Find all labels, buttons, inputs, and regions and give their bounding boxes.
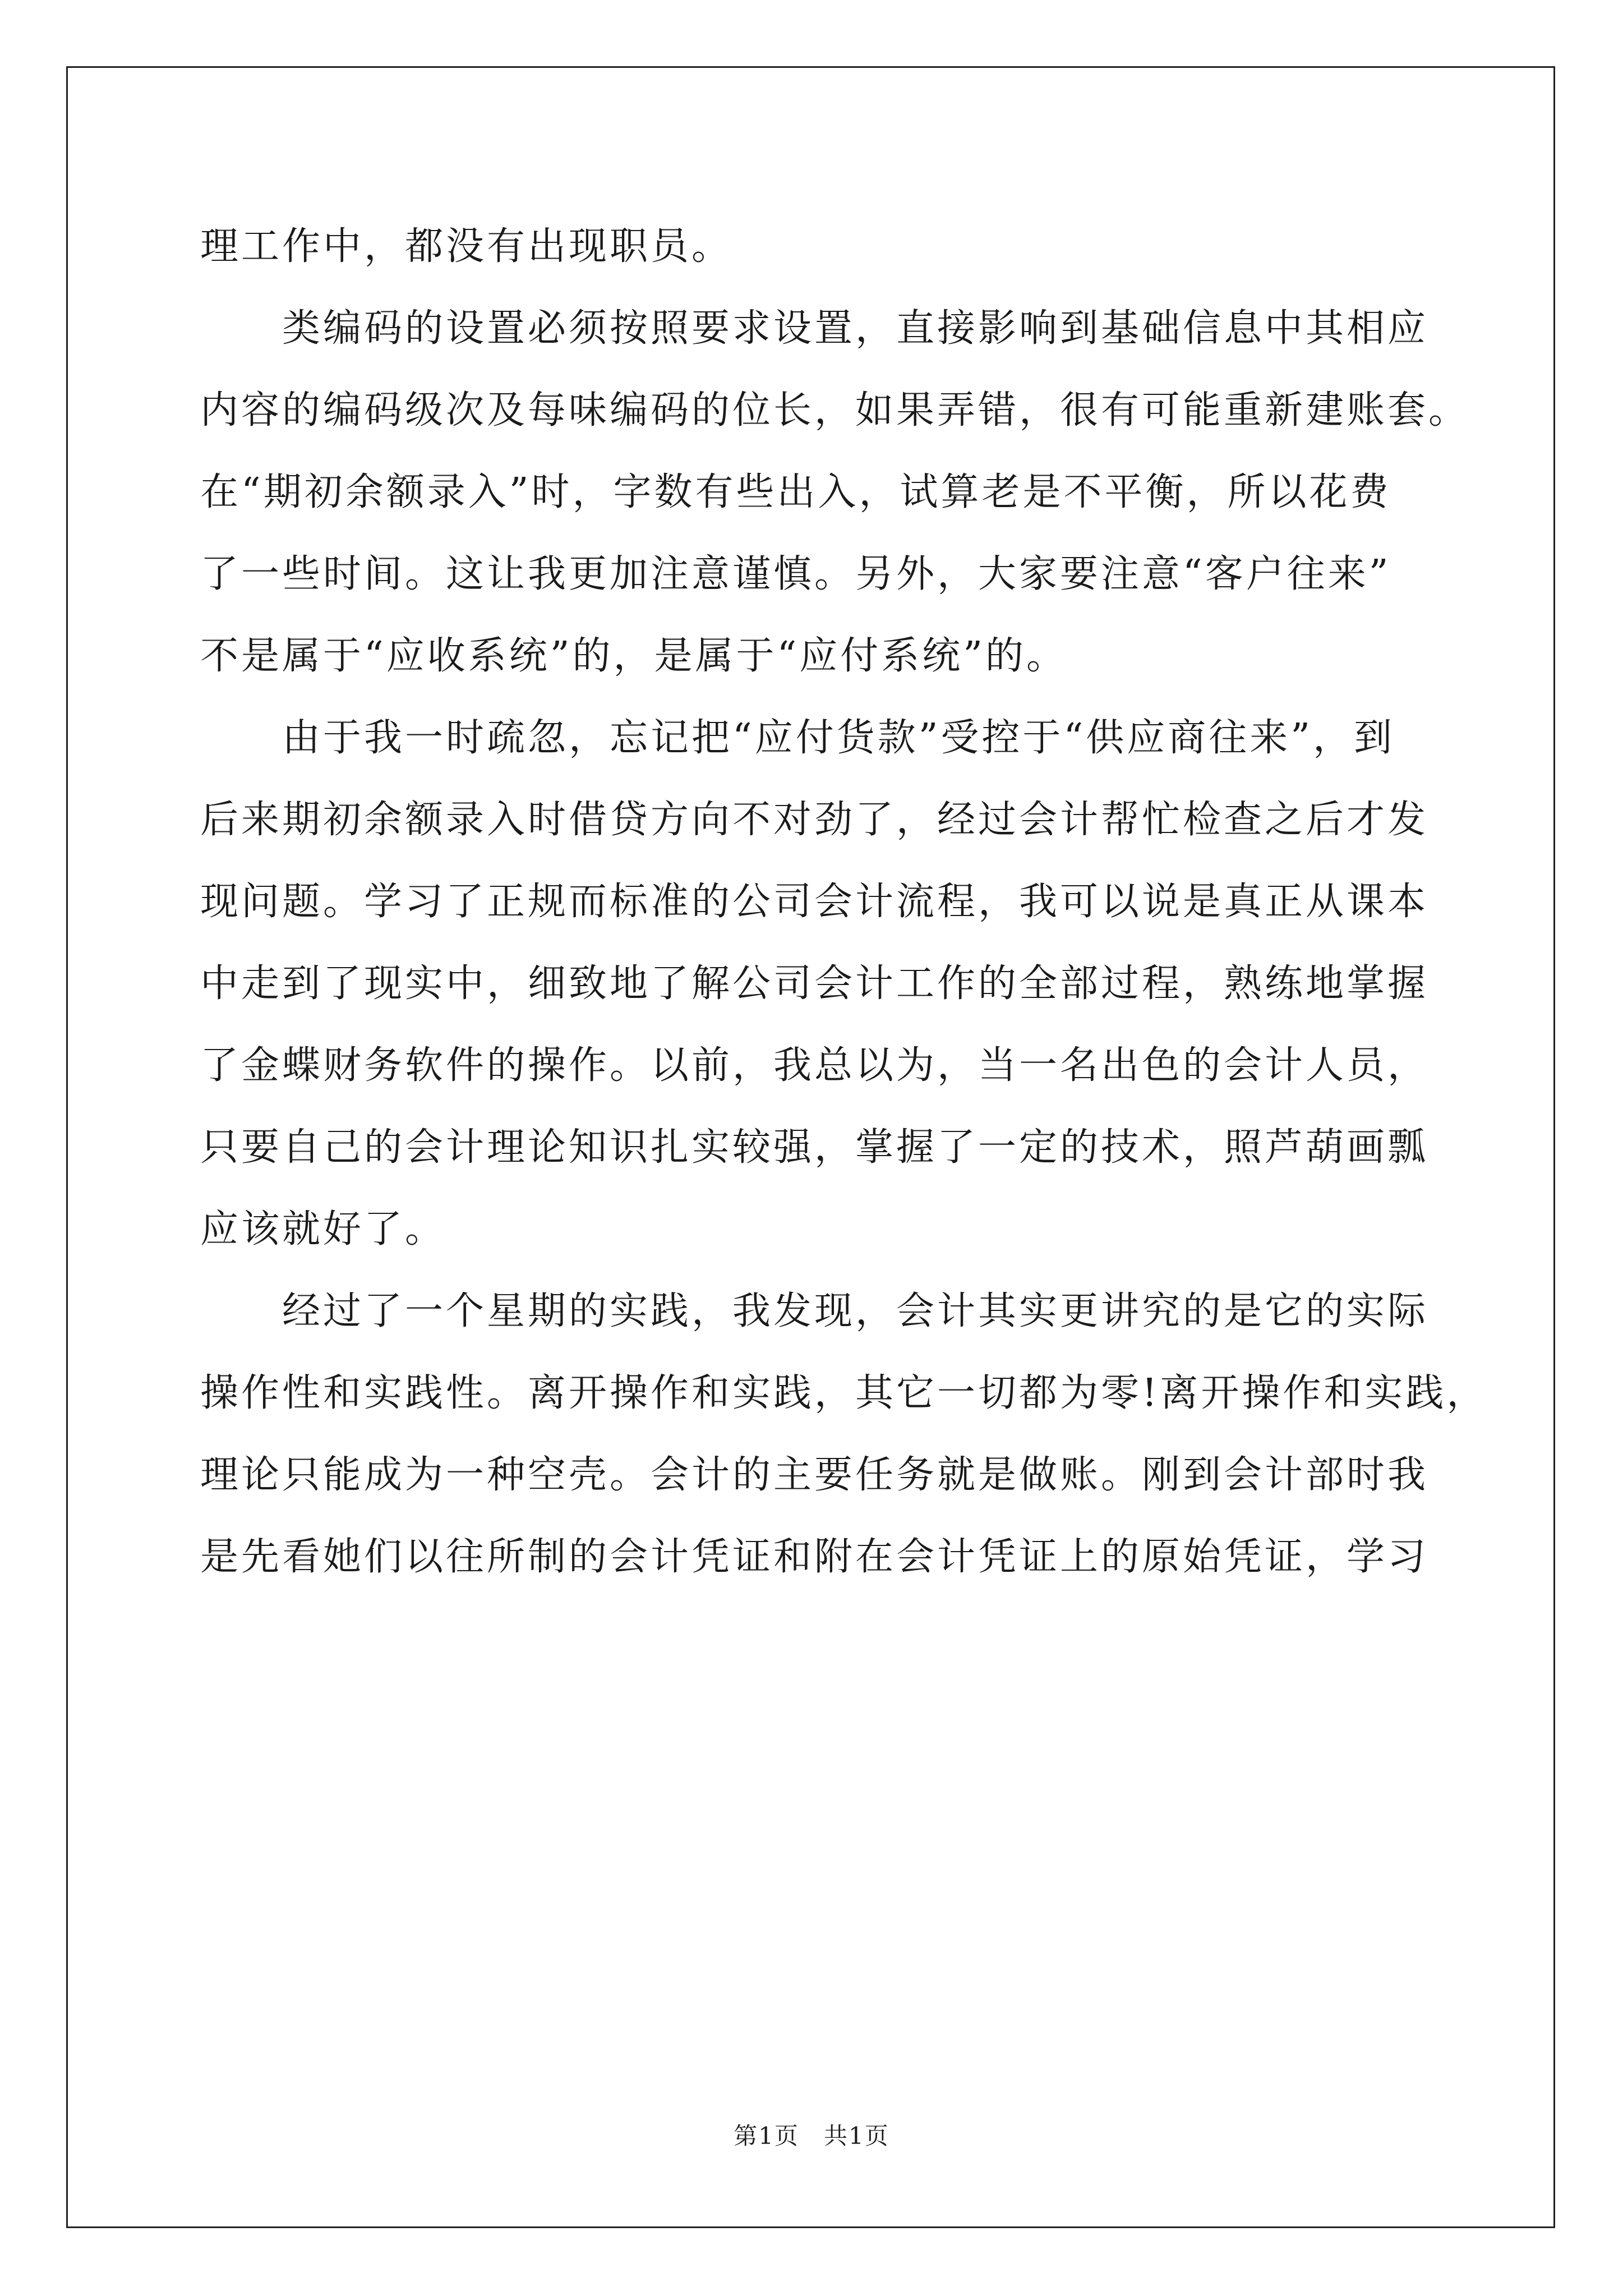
text-line-2: 类编码的设置必须按照要求设置，直接影响到基础信息中其相应 (200, 306, 1429, 351)
text-line-5: 了一些时间。这让我更加注意谨慎。另外，大家要注意“客户往来” (200, 552, 1391, 596)
text-line-3: 内容的编码级次及每味编码的位长，如果弄错，很有可能重新建账套。 (200, 388, 1470, 432)
text-line-17: 是先看她们以往所制的会计凭证和附在会计凭证上的原始凭证，学习 (200, 1535, 1429, 1579)
text-line-16: 理论只能成为一种空壳。会计的主要任务就是做账。刚到会计部时我 (200, 1453, 1429, 1497)
text-line-9: 现问题。学习了正规而标准的公司会计流程，我可以说是真正从课本 (200, 880, 1429, 924)
text-line-14: 经过了一个星期的实践，我发现，会计其实更讲究的是它的实际 (200, 1289, 1429, 1333)
page-footer: 第1页 共1页 (734, 2122, 889, 2150)
text-line-7: 由于我一时疏忽，忘记把“应付货款”受控于“供应商往来”，到 (200, 716, 1395, 760)
text-line-8: 后来期初余额录入时借贷方向不对劲了，经过会计帮忙检查之后才发 (200, 798, 1429, 842)
text-line-6: 不是属于“应收系统”的，是属于“应付系统”的。 (200, 634, 1068, 678)
text-line-11: 了金蝶财务软件的操作。以前，我总以为，当一名出色的会计人员， (200, 1043, 1429, 1088)
text-line-12: 只要自己的会计理论知识扎实较强，掌握了一定的技术，照芦葫画瓢 (200, 1125, 1429, 1170)
text-line-10: 中走到了现实中，细致地了解公司会计工作的全部过程，熟练地掌握 (200, 961, 1429, 1006)
text-line-13: 应该就好了。 (200, 1207, 446, 1251)
text-line-4: 在“期初余额录入”时，字数有些出入，试算老是不平衡，所以花费 (200, 470, 1391, 514)
text-line-15: 操作性和实践性。离开操作和实践，其它一切都为零!离开操作和实践， (200, 1371, 1488, 1415)
text-line-1: 理工作中，都没有出现职员。 (200, 224, 733, 269)
